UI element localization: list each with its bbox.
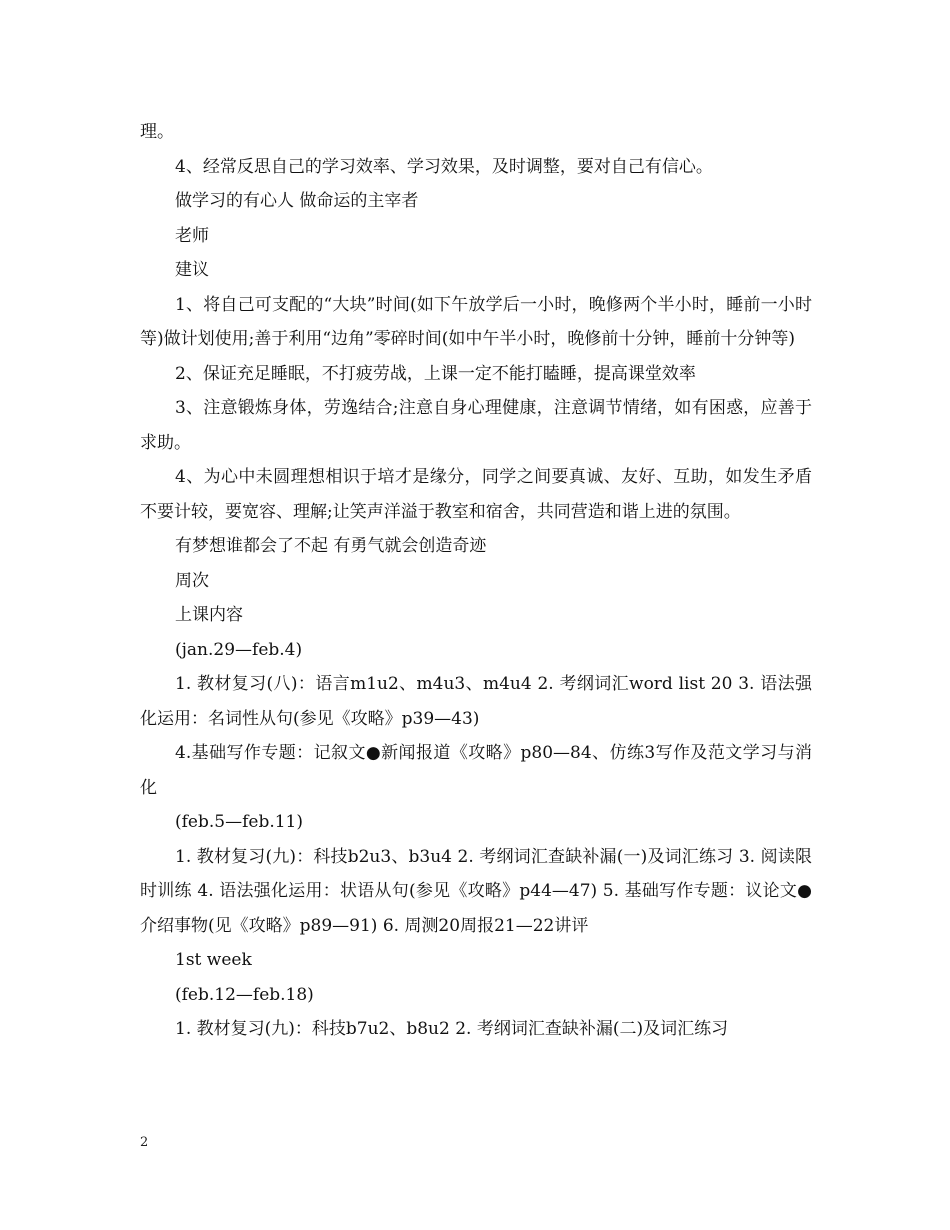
paragraph: 建议 bbox=[175, 260, 209, 280]
paragraph: 2、保证充足睡眠，不打疲劳战，上课一定不能打瞌睡，提高课堂效率 bbox=[175, 363, 696, 384]
paragraph: 理。 bbox=[140, 122, 174, 142]
paragraph: 1st week bbox=[175, 950, 252, 970]
paragraph: 4.基础写作专题：记叙文●新闻报道《攻略》p80—84、仿练3写作及范文学习与消化 bbox=[140, 743, 812, 798]
paragraph: 上课内容 bbox=[175, 605, 243, 625]
document-body bbox=[140, 115, 812, 1047]
paragraph: 1. 教材复习(九)：科技b7u2、b8u2 2. 考纲词汇查缺补漏(二)及词汇练习 bbox=[175, 1019, 729, 1039]
paragraph: 1. 教材复习(九)：科技b2u3、b3u4 2. 考纲词汇查缺补漏(一)及词汇练习 3. 阅读限时训练 4. 语法强化运用：状语从句(参见《攻略》p44—47) 5. 基础写作专题：议论文● 介绍事物(见《攻略》p89—91) 6. 周测20周报21—22讲评 bbox=[140, 846, 812, 936]
page-number: 2 bbox=[140, 1135, 149, 1150]
paragraph: 3、注意锻炼身体，劳逸结合;注意自身心理健康，注意调节情绪，如有困惑，应善于求助。 bbox=[140, 398, 812, 453]
section-heading: 有梦想谁都会了不起 有勇气就会创造奇迹 bbox=[175, 536, 487, 556]
paragraph: 4、经常反思自己的学习效率、学习效果，及时调整，要对自己有信心。 bbox=[175, 156, 713, 177]
date-range: (feb.5—feb.11) bbox=[175, 812, 303, 832]
date-range: (jan.29—feb.4) bbox=[175, 639, 303, 660]
paragraph: 1. 教材复习(八)：语言m1u2、m4u3、m4u4 2. 考纲词汇word list 20 3. 语法强化运用：名词性从句(参见《攻略》p39—43) bbox=[140, 674, 812, 729]
paragraph: 老师 bbox=[175, 225, 209, 246]
paragraph: 周次 bbox=[175, 570, 209, 591]
date-range: (feb.12—feb.18) bbox=[175, 984, 314, 1005]
section-heading: 做学习的有心人 做命运的主宰者 bbox=[175, 191, 419, 211]
paragraph: 4、为心中未圆理想相识于培才是缘分，同学之间要真诚、友好、互助，如发生矛盾不要计较，要宽容、理解;让笑声洋溢于教室和宿舍，共同营造和谐上进的氛围。 bbox=[140, 467, 812, 522]
paragraph: 1、将自己可支配的“大块”时间(如下午放学后一小时，晚修两个半小时，睡前一小时等)做计划使用;善于利用“边角”零碎时间(如中午半小时，晚修前十分钟，睡前十分钟等) bbox=[140, 294, 812, 349]
